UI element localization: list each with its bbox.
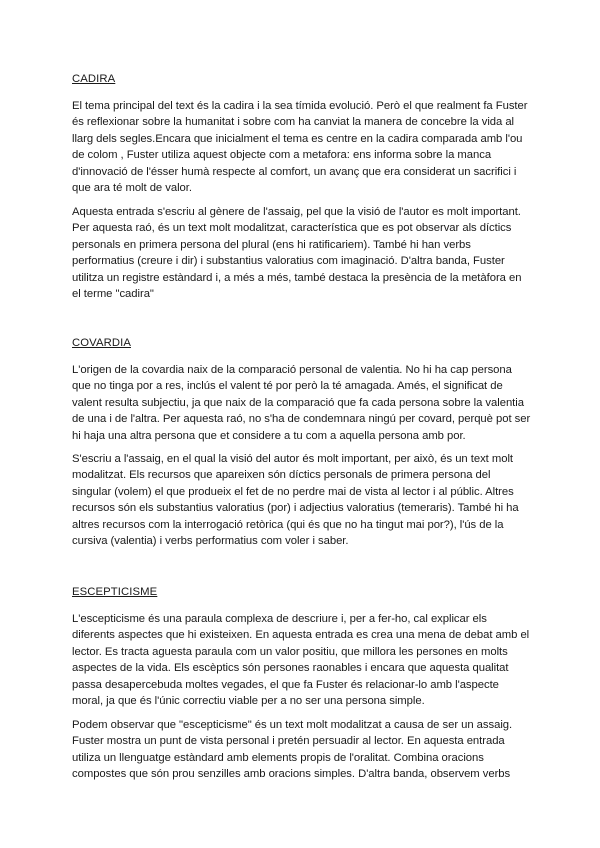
- text-line: moral, ja que és l'únic correctiu viable per a no ser una persona simple.: [72, 695, 425, 708]
- paragraph: [72, 611, 532, 709]
- text-line: recursos són els substantius valoratius (por) i adjectius valoratius (temeraris). També hi ha: [72, 502, 519, 515]
- text-line: Aquesta entrada s'escriu al gènere de l'assaig, pel que la visió de l'autor es molt important.: [72, 206, 521, 218]
- text-line: S'escriu a l'assaig, en el qual la visió del autor és molt important, per això, és un text molt: [72, 453, 513, 465]
- text-line: Fuster mostra un punt de vista personal i pretén persuadir al lector. En aquesta entrada: [72, 735, 505, 748]
- text-line: de colom , Fuster utiliza aquest objecte com a metafora: ens informa sobre la manca: [72, 149, 492, 162]
- text-line: modalitzat. Els recursos que apareixen són díctics personals de primera persona del: [72, 469, 491, 482]
- text-line: és reflexionar sobre la humanitat i sobre com ha canviat la manera de concebre la vida al: [72, 116, 515, 129]
- text-line: que ara té molt de valor.: [72, 182, 192, 195]
- text-line: performatius (creure i dir) i substantius valoratius com imaginació. D'altra banda, Fuster: [72, 255, 505, 268]
- text-line: que no tinga por a res, inclús el valent té por però la té amagada. Amés, el significat de: [72, 380, 503, 393]
- text-line: hi haja una altra persona que et considere a tu com a aquella persona amb por.: [72, 429, 466, 442]
- paragraph: [72, 451, 532, 549]
- text-line: valent resulta subjectiu, ja que naix de la comparació que fa cada persona sobre la valentia: [72, 396, 524, 409]
- text-line: L'origen de la covardia naix de la comparació personal de valentia. No hi ha cap persona: [72, 364, 512, 376]
- text-line: Per aquesta raó, és un text molt modalitzat, característica que es pot observar als díctics: [72, 222, 512, 235]
- paragraph: [72, 362, 532, 444]
- text-line: lector. Es tracta aguesta paraula com un valor positiu, que millora les persones en molts: [72, 645, 508, 658]
- text-line: personals en primera persona del plural (ens hi ratificariem). També hi han verbs: [72, 238, 471, 251]
- text-line: de una i de l'altra. Per aquesta raó, no s'ha de condemnara ningú per covard, perquè pot ser: [72, 413, 531, 426]
- text-line: d'innovació de l'ésser humà respecte al comfort, un avanç que era considerat un sacrifici i: [72, 165, 517, 178]
- text-line: utiliza un llenguatge estàndard amb elements propis de l'oralitat. Combina oracions: [72, 751, 484, 764]
- text-line: L'escepticisme és una paraula complexa de descriure i, per a fer-ho, cal explicar els: [72, 613, 487, 625]
- section-heading-escepticisme: ESCEPTICISME: [72, 586, 158, 598]
- paragraph: [72, 98, 532, 196]
- text-line: altres recursos com la interrogació retòrica (qui és que no ha tingut mai por?), l'ús de la: [72, 518, 504, 531]
- text-line: singular (volem) el que produeix el fet de no perdre mai de vista al lector i al públic. Altres: [72, 485, 514, 498]
- section-heading-cadira: CADIRA: [72, 73, 116, 85]
- text-line: llarg dels segles.Encara que inicialment el tema es centre en la cadira comparada amb l'ou: [72, 132, 523, 145]
- text-line: utilitza un registre estàndard i, a més a més, també destaca la presència de la metàfora en: [72, 271, 522, 284]
- text-line: diferents aspectes que hi existeixen. En aquesta entrada es crea una mena de debat amb el: [72, 629, 530, 642]
- text-line: el terme "cadira": [72, 288, 154, 301]
- text-line: aspectes de la vida. Els escèptics són persones raonables i encara que aquesta qualitat: [72, 662, 509, 675]
- text-line: cursiva (valentia) i verbs performatius com voler i saber.: [72, 535, 349, 548]
- section-heading-covardia: COVARDIA: [72, 337, 131, 349]
- text-line: El tema principal del text és la cadira i la sea tímida evolució. Però el que realment fa Fuster: [72, 100, 528, 112]
- text-line: compostes que són prou senzilles amb oracions simples. D'altra banda, observem verbs: [72, 768, 511, 781]
- paragraph: [72, 204, 532, 302]
- text-line: Podem observar que "escepticisme" és un text molt modalitzat a causa de ser un assaig.: [72, 719, 513, 731]
- text-line: passa desapercebuda moltes vegades, el que fa Fuster és relacionar-lo amb l'aspecte: [72, 678, 499, 691]
- paragraph: [72, 717, 532, 783]
